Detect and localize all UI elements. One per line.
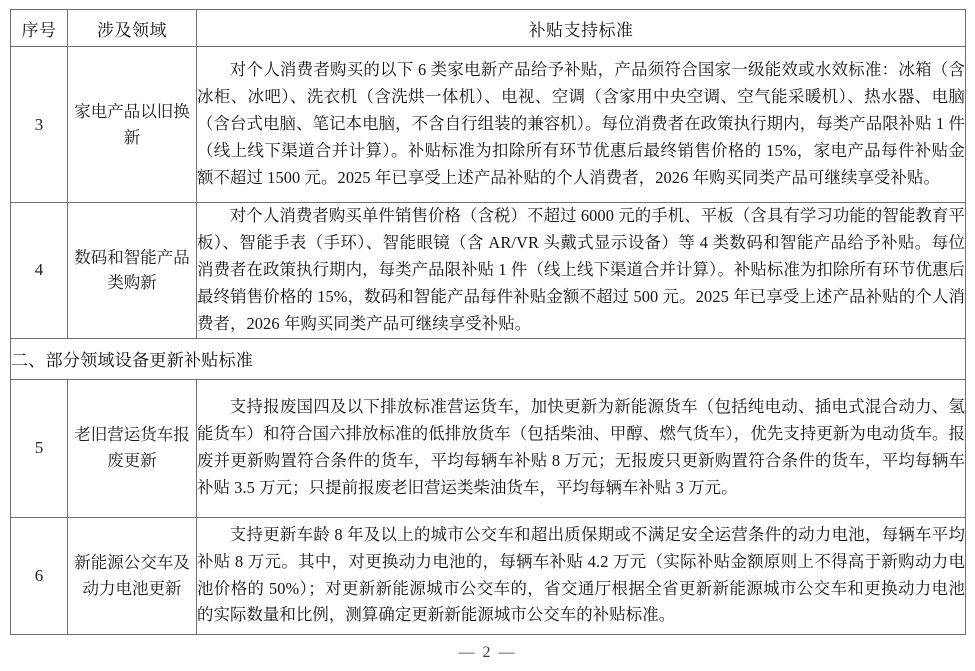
row-standard-5: 支持报废国四及以下排放标准营运货车，加快更新为新能源货车（包括纯电动、插电式混合动力、氢能货车）和符合国六排放标准的低排放货车（包括柴油、甲醇、燃气货车），优先支持更新为电动货车。报废并更新购置符合条件的货车，平均每辆车补贴 8 万元；无报废只更新购置符合条件的货车，平均每辆车补贴 3.5 万元；只提前报废老旧营运类柴油货车，平均每辆车补贴 3 万元。 [197,379,966,517]
row-standard-6: 支持更新车龄 8 年及以上的城市公交车和超出质保期或不满足安全运营条件的动力电池，每辆车平均补贴 8 万元。其中，对更换动力电池的，每辆车补贴 4.2 万元（实际补贴金额原则上不得高于新购动力电池价格的 50%）；对更新新能源城市公交车的，省交通厅根据全省更新新能源城市公交车和更换动力电池的实际数量和比例，测算确定更新新能源城市公交车的补贴标准。 [197,517,966,634]
row-index-4: 4 [11,203,68,339]
column-header-index: 序号 [11,10,68,47]
row-standard-4: 对个人消费者购买单件销售价格（含税）不超过 6000 元的手机、平板（含具有学习功能的智能教育平板）、智能手表（手环）、智能眼镜（含 AR/VR 头戴式显示设备）等 4 类数码和智能产品给予补贴。每位消费者在政策执行期内，每类产品限补贴 1 件（线上线下渠道合并计算）。补贴标准为扣除所有环节优惠后最终销售价格的 15%，数码和智能产品每件补贴金额不超过 500 元。2025 年已享受上述产品补贴的个人消费者，2026 年购买同类产品可继续享受补贴。 [197,203,966,339]
row-field-4: 数码和智能产品类购新 [68,203,197,339]
table-row [11,47,966,203]
table-row [11,203,966,339]
column-header-standard: 补贴支持标准 [197,10,966,47]
table-row [11,517,966,634]
row-index-5: 5 [11,379,68,517]
section-header-label: 二、部分领域设备更新补贴标准 [11,338,966,379]
row-field-6: 新能源公交车及动力电池更新 [68,517,197,634]
row-standard-3: 对个人消费者购买的以下 6 类家电新产品给予补贴，产品须符合国家一级能效或水效标准：冰箱（含冰柜、冰吧）、洗衣机（含洗烘一体机）、电视、空调（含家用中央空调、空气能采暖机）、热水器、电脑（含台式电脑、笔记本电脑，不含自行组装的兼容机）。每位消费者在政策执行期内，每类产品限补贴 1 件（线上线下渠道合并计算）。补贴标准为扣除所有环节优惠后最终销售价格的 15%，家电产品每件补贴金额不超过 1500 元。2025 年已享受上述产品补贴的个人消费者，2026 年购买同类产品可继续享受补贴。 [197,47,966,203]
row-index-3: 3 [11,47,68,203]
row-field-3: 家电产品以旧换新 [68,47,197,203]
column-header-field: 涉及领域 [68,10,197,47]
row-index-6: 6 [11,517,68,634]
subsidy-standards-table [10,9,966,635]
section-header-row [11,338,966,379]
table-row [11,379,966,517]
page-number: — 2 — [458,644,517,661]
row-field-5: 老旧营运货车报废更新 [68,379,197,517]
table-header-row [11,10,966,47]
